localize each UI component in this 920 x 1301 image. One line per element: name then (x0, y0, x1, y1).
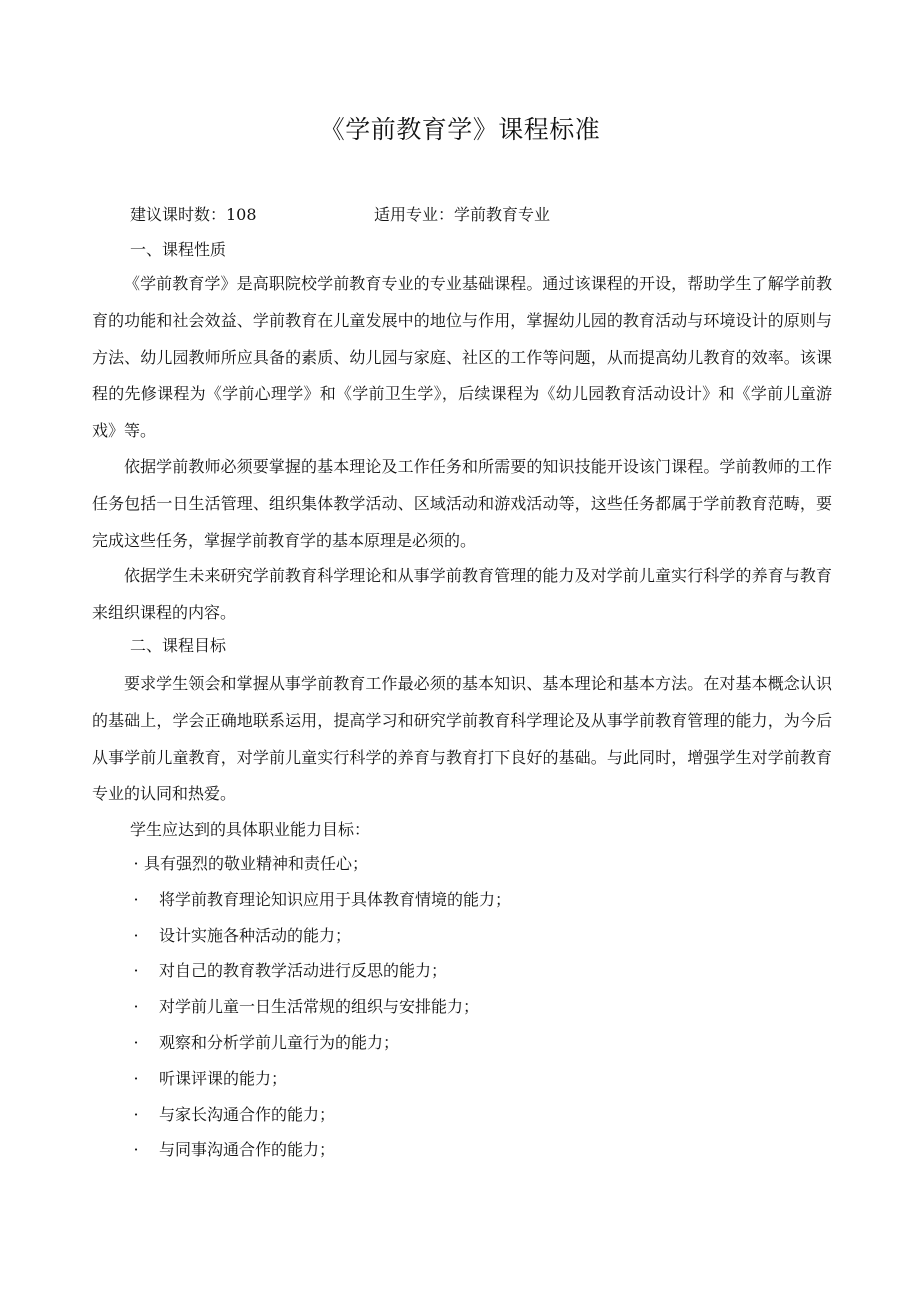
list-item-text: 与家长沟通合作的能力； (159, 1104, 336, 1124)
bullet-icon: · (133, 1068, 139, 1088)
bullet-icon: · (133, 1032, 139, 1052)
list-item-text: 设计实施各种活动的能力； (159, 925, 352, 945)
bullet-icon: · (133, 889, 139, 909)
document-title: 《学前教育学》课程标准 (319, 115, 601, 144)
paragraph-course-goals-1: 要求学生领会和掌握从事学前教育工作最必须的基本知识、基本理论和基本方法。在对基本概念认识的基础上，学会正确地联系运用，提高学习和研究学前教育科学理论及从事学前教育管理的能力，为今后从事学前儿童教育，对学前儿童实行科学的养育与教育打下良好的基础。与此同时，增强学生对学前教育专业的认同和热爱。 (92, 674, 832, 804)
course-meta (130, 201, 830, 229)
list-item-text: 将学前教育理论知识应用于具体教育情境的能力； (159, 889, 512, 909)
section-heading-course-goals: 二、课程目标 (130, 636, 227, 655)
list-item-text: 对自己的教育教学活动进行反思的能力； (159, 961, 448, 981)
bullet-icon: · (133, 854, 139, 873)
paragraph-course-nature-3: 依据学生未来研究学前教育科学理论和从事学前教育管理的能力及对学前儿童实行科学的养育与教育来组织课程的内容。 (92, 566, 832, 622)
list-item-text: 与同事沟通合作的能力； (159, 1140, 336, 1160)
list-item-text: 对学前儿童一日生活常规的组织与安排能力； (159, 997, 480, 1017)
list-item-text: 具有强烈的敬业精神和责任心； (144, 854, 369, 873)
bullet-icon: · (133, 961, 139, 981)
paragraph-course-nature-1: 《学前教育学》是高职院校学前教育专业的专业基础课程。通过该课程的开设，帮助学生了解学前教育的功能和社会效益、学前教育在儿童发展中的地位与作用，掌握幼儿园的教育活动与环境设计的原则与方法、幼儿园教师所应具备的素质、幼儿园与家庭、社区的工作等问题，从而提高幼儿教育的效率。该课程的先修课程为《学前心理学》和《学前卫生学》，后续课程为《幼儿园教育活动设计》和《学前儿童游戏》等。 (92, 274, 832, 441)
list-item-text: 观察和分析学前儿童行为的能力； (159, 1032, 400, 1052)
list-item-text: 听课评课的能力； (159, 1068, 288, 1088)
section-heading-course-nature: 一、课程性质 (130, 240, 227, 259)
suggested-hours: 建议课时数：108 (130, 205, 257, 224)
paragraph-course-nature-2: 依据学前教师必须要掌握的基本理论及工作任务和所需要的知识技能开设该门课程。学前教师的工作任务包括一日生活管理、组织集体教学活动、区域活动和游戏活动等，这些任务都属于学前教育范畴，要完成这些任务，掌握学前教育学的基本原理是必须的。 (92, 457, 832, 550)
bullet-icon: · (133, 925, 139, 945)
bullet-icon: · (133, 1104, 139, 1124)
abilities-intro: 学生应达到的具体职业能力目标： (130, 820, 371, 839)
bullet-icon: · (133, 997, 139, 1017)
bullet-icon: · (133, 1140, 139, 1160)
applicable-major: 适用专业：学前教育专业 (374, 205, 551, 224)
